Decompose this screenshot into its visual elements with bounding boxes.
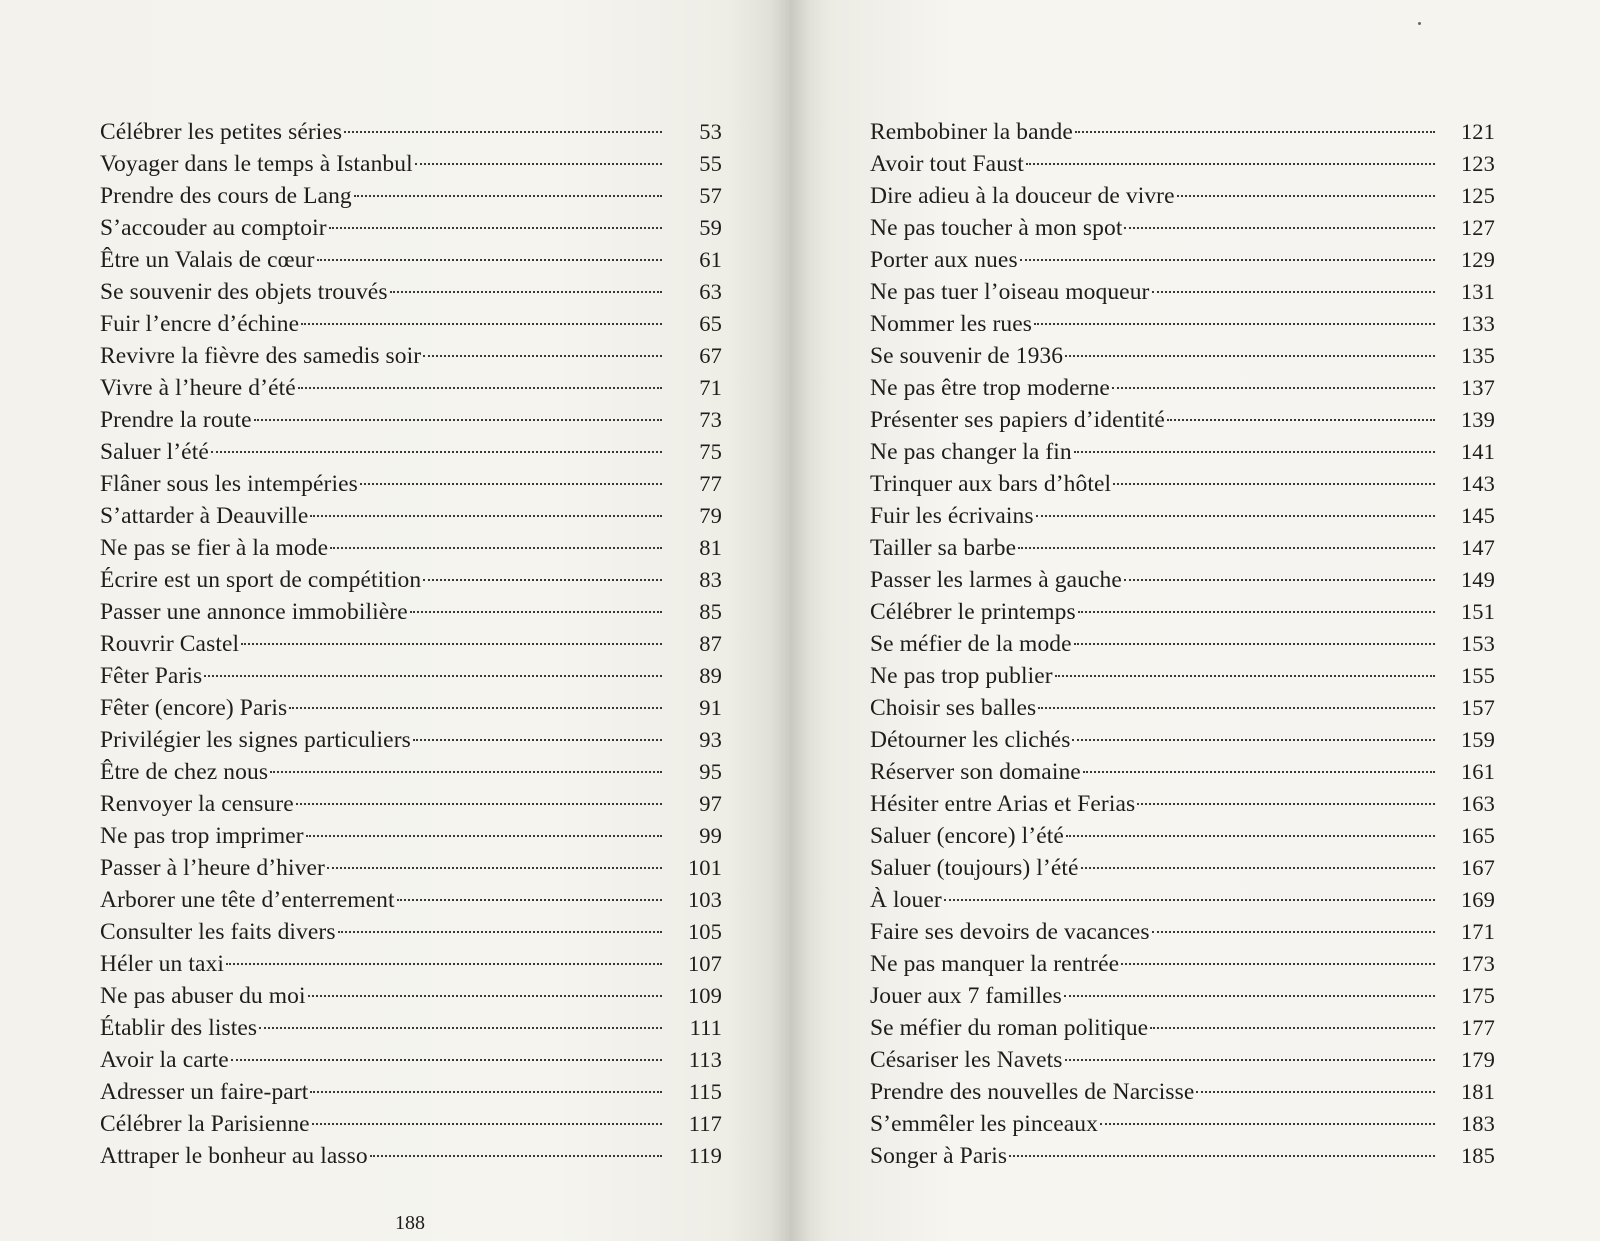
dot-leader — [296, 803, 662, 805]
toc-entry — [100, 564, 722, 596]
paper-speck — [1418, 22, 1421, 25]
dot-leader — [423, 579, 662, 581]
toc-entry-title: Vivre à l’heure d’été — [100, 375, 296, 401]
toc-entry-page-number: 95 — [699, 759, 722, 784]
dot-leader — [1124, 227, 1435, 229]
toc-entry-title: Rembobiner la bande — [870, 119, 1073, 145]
toc-entry-title: Saluer l’été — [100, 439, 209, 465]
toc-entry — [100, 308, 722, 340]
toc-entry-page-number: 61 — [699, 247, 722, 272]
toc-entry-title: Se souvenir des objets trouvés — [100, 279, 388, 305]
toc-entry-page-number: 113 — [688, 1047, 722, 1072]
toc-entry-page-number: 85 — [699, 599, 722, 624]
toc-entry — [870, 308, 1495, 340]
toc-entry — [100, 1044, 722, 1076]
toc-entry — [870, 532, 1495, 564]
dot-leader — [1075, 131, 1435, 133]
toc-entry-title: Renvoyer la censure — [100, 791, 294, 817]
toc-entry-title: Tailler sa barbe — [870, 535, 1017, 561]
toc-entry — [100, 884, 722, 916]
page-number: 188 — [395, 1212, 425, 1234]
toc-entry — [100, 724, 722, 756]
toc-entry-page-number: 183 — [1460, 1111, 1495, 1136]
toc-entry-page-number: 167 — [1460, 855, 1495, 880]
toc-entry-page-number: 161 — [1460, 759, 1495, 784]
toc-entry-page-number: 105 — [687, 919, 722, 944]
dot-leader — [1152, 291, 1436, 293]
toc-entry — [870, 276, 1495, 308]
toc-entry-page-number: 147 — [1460, 535, 1495, 560]
toc-entry — [870, 756, 1495, 788]
toc-entry-title: S’emmêler les pinceaux — [870, 1111, 1098, 1137]
toc-entry-title: Fêter Paris — [100, 663, 203, 689]
toc-entry-page-number: 127 — [1460, 215, 1495, 240]
toc-entry-title: Césariser les Navets — [870, 1047, 1063, 1073]
toc-entry — [100, 436, 722, 468]
toc-entry-title: Flâner sous les intempéries — [100, 471, 358, 497]
toc-entry-title: Célébrer le printemps — [870, 599, 1076, 625]
toc-entry-page-number: 79 — [699, 503, 722, 528]
left-toc-list — [100, 116, 722, 1172]
toc-entry-title: Consulter les faits divers — [100, 919, 336, 945]
dot-leader — [211, 451, 662, 453]
toc-entry — [100, 820, 722, 852]
toc-entry — [100, 500, 722, 532]
toc-entry — [870, 628, 1495, 660]
toc-entry-title: Passer une annonce immobilière — [100, 599, 408, 625]
toc-entry — [100, 948, 722, 980]
toc-entry-page-number: 159 — [1460, 727, 1495, 752]
toc-entry-page-number: 75 — [699, 439, 722, 464]
toc-entry — [100, 980, 722, 1012]
toc-entry-page-number: 117 — [688, 1111, 722, 1136]
dot-leader — [1072, 739, 1435, 741]
dot-leader — [270, 771, 662, 773]
dot-leader — [1121, 963, 1435, 965]
toc-entry-page-number: 163 — [1460, 791, 1495, 816]
toc-entry — [870, 500, 1495, 532]
toc-entry-title: Ne pas toucher à mon spot — [870, 215, 1123, 241]
dot-leader — [370, 1155, 662, 1157]
dot-leader — [1083, 771, 1435, 773]
toc-entry-title: Détourner les clichés — [870, 727, 1071, 753]
toc-entry-title: Établir des listes — [100, 1015, 258, 1041]
toc-entry — [870, 596, 1495, 628]
toc-entry-title: Rouvrir Castel — [100, 631, 240, 657]
dot-leader — [944, 899, 1435, 901]
toc-entry-title: Voyager dans le temps à Istanbul — [100, 151, 413, 177]
dot-leader — [301, 323, 662, 325]
toc-entry-page-number: 115 — [688, 1079, 722, 1104]
toc-entry-title: Porter aux nues — [870, 247, 1018, 273]
dot-leader — [254, 419, 662, 421]
dot-leader — [259, 1027, 662, 1029]
dot-leader — [344, 131, 662, 133]
toc-entry — [100, 756, 722, 788]
toc-entry — [100, 1076, 722, 1108]
toc-entry — [870, 180, 1495, 212]
toc-entry — [870, 660, 1495, 692]
toc-entry-page-number: 107 — [687, 951, 722, 976]
dot-leader — [310, 1091, 662, 1093]
toc-entry-page-number: 173 — [1460, 951, 1495, 976]
toc-entry — [870, 212, 1495, 244]
toc-entry-page-number: 139 — [1460, 407, 1495, 432]
toc-entry-title: Être de chez nous — [100, 759, 269, 785]
dot-leader — [1074, 643, 1435, 645]
toc-entry-page-number: 177 — [1460, 1015, 1495, 1040]
toc-entry-title: Fuir les écrivains — [870, 503, 1034, 529]
toc-entry-page-number: 97 — [699, 791, 722, 816]
toc-entry — [870, 372, 1495, 404]
toc-entry-title: Passer à l’heure d’hiver — [100, 855, 325, 881]
toc-entry-title: Prendre la route — [100, 407, 252, 433]
toc-entry-title: Présenter ses papiers d’identité — [870, 407, 1165, 433]
dot-leader — [390, 291, 662, 293]
dot-leader — [330, 547, 662, 549]
toc-entry — [870, 948, 1495, 980]
dot-leader — [1065, 1059, 1435, 1061]
toc-entry-page-number: 175 — [1460, 983, 1495, 1008]
toc-entry-page-number: 149 — [1460, 567, 1495, 592]
toc-entry-title: Revivre la fièvre des samedis soir — [100, 343, 422, 369]
toc-entry-page-number: 131 — [1460, 279, 1495, 304]
toc-entry-page-number: 155 — [1460, 663, 1495, 688]
toc-entry — [100, 212, 722, 244]
toc-entry-title: Ne pas tuer l’oiseau moqueur — [870, 279, 1150, 305]
toc-entry — [870, 564, 1495, 596]
toc-entry-title: Privilégier les signes particuliers — [100, 727, 411, 753]
toc-entry-title: Saluer (encore) l’été — [870, 823, 1064, 849]
toc-entry-title: Avoir tout Faust — [870, 151, 1024, 177]
dot-leader — [1064, 995, 1435, 997]
toc-entry-page-number: 65 — [699, 311, 722, 336]
dot-leader — [1113, 483, 1435, 485]
toc-entry-title: Saluer (toujours) l’été — [870, 855, 1079, 881]
toc-entry-page-number: 77 — [699, 471, 722, 496]
toc-entry — [100, 116, 722, 148]
toc-entry-title: Se méfier du roman politique — [870, 1015, 1149, 1041]
toc-entry-title: Se méfier de la mode — [870, 631, 1072, 657]
toc-entry-page-number: 63 — [699, 279, 722, 304]
dot-leader — [1137, 803, 1435, 805]
toc-entry-page-number: 59 — [699, 215, 722, 240]
toc-entry-title: Célébrer la Parisienne — [100, 1111, 310, 1137]
toc-entry-page-number: 101 — [687, 855, 722, 880]
dot-leader — [241, 643, 662, 645]
left-page — [0, 0, 790, 1241]
toc-entry — [100, 276, 722, 308]
toc-entry-page-number: 71 — [699, 375, 722, 400]
toc-entry-title: Nommer les rues — [870, 311, 1033, 337]
toc-entry-page-number: 185 — [1460, 1143, 1495, 1168]
dot-leader — [231, 1059, 662, 1061]
toc-entry-title: Ne pas être trop moderne — [870, 375, 1110, 401]
right-toc-list — [870, 116, 1495, 1172]
toc-entry-page-number: 99 — [699, 823, 722, 848]
dot-leader — [1038, 707, 1435, 709]
dot-leader — [317, 259, 662, 261]
toc-entry-page-number: 91 — [699, 695, 722, 720]
toc-entry-page-number: 57 — [699, 183, 722, 208]
toc-entry-page-number: 55 — [699, 151, 722, 176]
toc-entry — [100, 1140, 722, 1172]
toc-entry-page-number: 157 — [1460, 695, 1495, 720]
toc-entry-page-number: 83 — [699, 567, 722, 592]
dot-leader — [312, 1123, 662, 1125]
toc-entry-title: Célébrer les petites séries — [100, 119, 343, 145]
toc-entry — [870, 1044, 1495, 1076]
toc-entry — [870, 724, 1495, 756]
toc-entry-page-number: 119 — [688, 1143, 722, 1168]
dot-leader — [327, 867, 662, 869]
dot-leader — [410, 611, 662, 613]
toc-entry — [870, 468, 1495, 500]
toc-entry — [100, 532, 722, 564]
dot-leader — [306, 835, 662, 837]
dot-leader — [1150, 1027, 1435, 1029]
toc-entry — [870, 1012, 1495, 1044]
toc-entry-title: Ne pas trop imprimer — [100, 823, 304, 849]
toc-entry — [100, 148, 722, 180]
toc-entry-page-number: 165 — [1460, 823, 1495, 848]
toc-entry-page-number: 145 — [1460, 503, 1495, 528]
toc-entry-title: Prendre des nouvelles de Narcisse — [870, 1079, 1195, 1105]
toc-entry-title: Hésiter entre Arias et Ferias — [870, 791, 1136, 817]
dot-leader — [1066, 835, 1435, 837]
toc-entry-page-number: 121 — [1460, 119, 1495, 144]
toc-entry-title: Attraper le bonheur au lasso — [100, 1143, 368, 1169]
toc-entry-page-number: 133 — [1460, 311, 1495, 336]
toc-entry-page-number: 129 — [1460, 247, 1495, 272]
dot-leader — [308, 995, 662, 997]
toc-entry-title: Ne pas abuser du moi — [100, 983, 306, 1009]
toc-entry — [870, 692, 1495, 724]
toc-entry — [870, 340, 1495, 372]
dot-leader — [1018, 547, 1435, 549]
dot-leader — [1152, 931, 1435, 933]
toc-entry-page-number: 125 — [1460, 183, 1495, 208]
toc-entry — [100, 1012, 722, 1044]
toc-entry — [870, 148, 1495, 180]
toc-entry — [100, 660, 722, 692]
toc-entry-page-number: 169 — [1460, 887, 1495, 912]
toc-entry — [870, 980, 1495, 1012]
dot-leader — [1065, 355, 1435, 357]
toc-entry-title: S’attarder à Deauville — [100, 503, 309, 529]
dot-leader — [310, 515, 662, 517]
dot-leader — [1074, 451, 1435, 453]
toc-entry — [870, 852, 1495, 884]
toc-entry — [870, 404, 1495, 436]
toc-entry — [870, 884, 1495, 916]
dot-leader — [413, 739, 662, 741]
toc-entry-page-number: 109 — [687, 983, 722, 1008]
dot-leader — [298, 387, 662, 389]
toc-entry-title: Ne pas se fier à la mode — [100, 535, 329, 561]
toc-entry — [100, 692, 722, 724]
dot-leader — [1034, 323, 1435, 325]
toc-entry-title: Faire ses devoirs de vacances — [870, 919, 1150, 945]
toc-entry — [870, 788, 1495, 820]
toc-entry-title: Se souvenir de 1936 — [870, 343, 1064, 369]
toc-entry-title: Choisir ses balles — [870, 695, 1037, 721]
toc-entry — [100, 788, 722, 820]
toc-entry-page-number: 81 — [699, 535, 722, 560]
toc-entry-title: Être un Valais de cœur — [100, 247, 315, 273]
dot-leader — [1009, 1155, 1435, 1157]
toc-entry — [100, 1108, 722, 1140]
toc-entry — [100, 596, 722, 628]
toc-entry — [100, 628, 722, 660]
toc-entry-title: Passer les larmes à gauche — [870, 567, 1122, 593]
dot-leader — [1167, 419, 1435, 421]
toc-entry-page-number: 179 — [1460, 1047, 1495, 1072]
dot-leader — [1036, 515, 1435, 517]
toc-entry — [870, 116, 1495, 148]
dot-leader — [423, 355, 662, 357]
dot-leader — [338, 931, 662, 933]
right-page — [790, 0, 1600, 1241]
toc-entry-page-number: 93 — [699, 727, 722, 752]
dot-leader — [360, 483, 662, 485]
dot-leader — [204, 675, 662, 677]
toc-entry-title: Adresser un faire-part — [100, 1079, 309, 1105]
toc-entry-title: Avoir la carte — [100, 1047, 229, 1073]
dot-leader — [1078, 611, 1435, 613]
toc-entry-title: Écrire est un sport de compétition — [100, 567, 422, 593]
dot-leader — [1112, 387, 1435, 389]
toc-entry-title: Héler un taxi — [100, 951, 224, 977]
dot-leader — [1196, 1091, 1435, 1093]
dot-leader — [1100, 1123, 1435, 1125]
toc-entry-title: Ne pas manquer la rentrée — [870, 951, 1120, 977]
toc-entry-title: Prendre des cours de Lang — [100, 183, 352, 209]
toc-entry-page-number: 67 — [699, 343, 722, 368]
toc-entry — [870, 1076, 1495, 1108]
toc-entry-title: Songer à Paris — [870, 1143, 1008, 1169]
toc-entry-title: Trinquer aux bars d’hôtel — [870, 471, 1112, 497]
toc-entry-page-number: 73 — [699, 407, 722, 432]
toc-entry-title: Réserver son domaine — [870, 759, 1081, 785]
dot-leader — [1026, 163, 1435, 165]
toc-entry-page-number: 171 — [1460, 919, 1495, 944]
toc-entry — [100, 852, 722, 884]
book-gutter — [770, 0, 810, 1241]
toc-entry-page-number: 151 — [1460, 599, 1495, 624]
toc-entry-page-number: 135 — [1460, 343, 1495, 368]
toc-entry-page-number: 141 — [1460, 439, 1495, 464]
dot-leader — [329, 227, 662, 229]
dot-leader — [397, 899, 662, 901]
toc-entry — [100, 404, 722, 436]
toc-entry — [870, 1140, 1495, 1172]
dot-leader — [1055, 675, 1435, 677]
toc-entry-page-number: 53 — [699, 119, 722, 144]
toc-entry-page-number: 143 — [1460, 471, 1495, 496]
dot-leader — [1124, 579, 1435, 581]
toc-entry — [870, 1108, 1495, 1140]
toc-entry-title: Dire adieu à la douceur de vivre — [870, 183, 1175, 209]
toc-entry — [100, 468, 722, 500]
toc-entry — [100, 180, 722, 212]
toc-entry — [100, 372, 722, 404]
toc-entry-page-number: 137 — [1460, 375, 1495, 400]
dot-leader — [289, 707, 662, 709]
toc-entry-title: Jouer aux 7 familles — [870, 983, 1062, 1009]
toc-entry — [870, 820, 1495, 852]
toc-entry-page-number: 111 — [689, 1015, 722, 1040]
toc-entry — [870, 436, 1495, 468]
toc-entry — [870, 916, 1495, 948]
dot-leader — [1177, 195, 1435, 197]
dot-leader — [226, 963, 662, 965]
toc-entry-title: Arborer une tête d’enterrement — [100, 887, 395, 913]
toc-entry-title: Fêter (encore) Paris — [100, 695, 288, 721]
toc-entry-page-number: 153 — [1460, 631, 1495, 656]
toc-entry-title: Fuir l’encre d’échine — [100, 311, 300, 337]
toc-entry-title: S’accouder au comptoir — [100, 215, 327, 241]
toc-entry-page-number: 123 — [1460, 151, 1495, 176]
dot-leader — [354, 195, 662, 197]
dot-leader — [1081, 867, 1435, 869]
toc-entry-page-number: 89 — [699, 663, 722, 688]
toc-entry-title: Ne pas trop publier — [870, 663, 1053, 689]
toc-entry — [870, 244, 1495, 276]
dot-leader — [415, 163, 662, 165]
toc-entry-page-number: 87 — [699, 631, 722, 656]
toc-entry — [100, 916, 722, 948]
toc-entry-title: Ne pas changer la fin — [870, 439, 1072, 465]
dot-leader — [1020, 259, 1435, 261]
toc-entry — [100, 340, 722, 372]
toc-entry-page-number: 103 — [687, 887, 722, 912]
toc-entry-page-number: 181 — [1460, 1079, 1495, 1104]
toc-entry-title: À louer — [870, 887, 942, 913]
toc-entry — [100, 244, 722, 276]
